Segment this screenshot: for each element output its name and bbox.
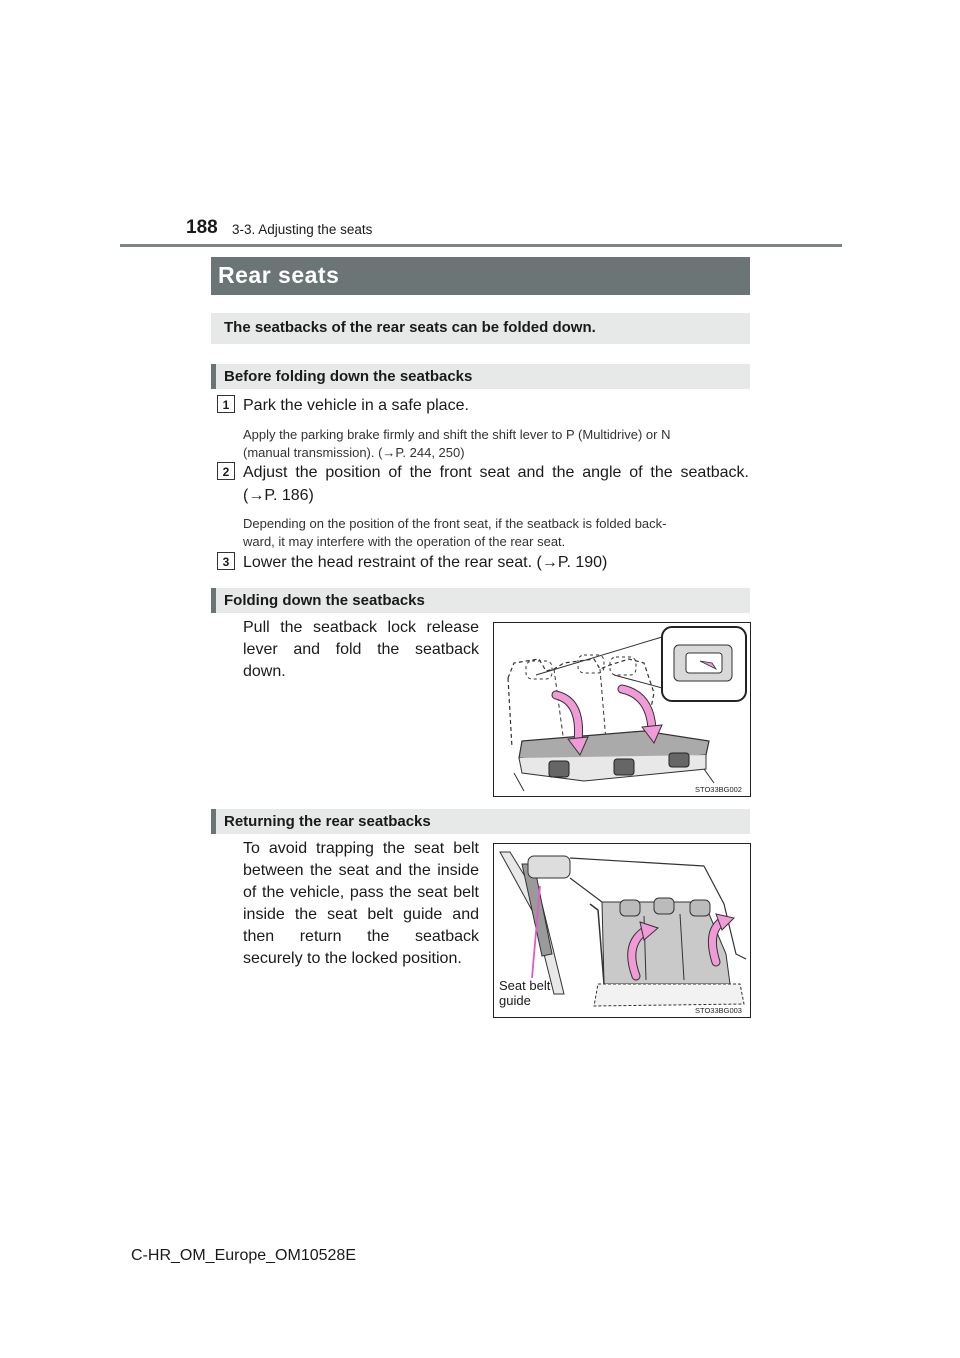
- heading-bar: [211, 588, 216, 613]
- step-2-note-line1: Depending on the position of the front seat, if the seatback is folded back-: [243, 516, 667, 531]
- step-1-text: Park the vehicle in a safe place.: [243, 397, 469, 414]
- returning-heading: [211, 809, 750, 834]
- callout-line2: guide: [499, 993, 531, 1008]
- callout-line1: Seat belt: [499, 978, 551, 993]
- folding-heading-text: Folding down the seatbacks: [224, 592, 425, 609]
- seat-belt-guide-callout: [499, 978, 550, 1008]
- page-title: Rear seats: [218, 262, 340, 288]
- header-rule: [120, 244, 842, 247]
- step-2-text-line2: (→P. 186): [243, 487, 314, 504]
- heading-bar: [211, 809, 216, 834]
- step-2-text-line1: Adjust the position of the front seat and the angle of the seatback.: [243, 464, 749, 481]
- return-seatback-figure: [493, 843, 751, 1018]
- fold-seatback-illustration: [494, 623, 750, 796]
- folding-text: Pull the seatback lock release lever and fold the seatback down.: [243, 619, 479, 680]
- intro-text: The seatbacks of the rear seats can be folded down.: [224, 319, 596, 336]
- step-2-note: [243, 515, 749, 551]
- figure-code: STO33BG002: [695, 785, 742, 794]
- step-2-note-line2: ward, it may interfere with the operation of the rear seat.: [243, 534, 566, 549]
- step-number-2: 2: [217, 462, 235, 480]
- step-number-3: 3: [217, 552, 235, 570]
- section-label: 3-3. Adjusting the seats: [232, 222, 373, 237]
- heading-bar: [211, 364, 216, 389]
- folding-heading: [211, 588, 750, 613]
- returning-heading-text: Returning the rear seatbacks: [224, 813, 431, 830]
- step-1-note: [243, 426, 749, 462]
- step-number-1: 1: [217, 395, 235, 413]
- returning-text: To avoid trapping the seat belt between the seat and the inside of the vehicle, pass the seat belt inside the seat belt guide and then return the seatback securely to the locked position.: [243, 840, 479, 967]
- figure-code: STO33BG003: [695, 1006, 742, 1015]
- before-folding-heading-text: Before folding down the seatbacks: [224, 368, 473, 385]
- step-3-text: Lower the head restraint of the rear seat. (→P. 190): [243, 554, 608, 571]
- page-number: 188: [186, 217, 218, 238]
- fold-seatback-figure: [493, 622, 751, 797]
- footer-document-id: C-HR_OM_Europe_OM10528E: [131, 1247, 356, 1264]
- step-1-note-line1: Apply the parking brake firmly and shift the shift lever to P (Multidrive) or N: [243, 427, 671, 442]
- before-folding-heading: [211, 364, 750, 389]
- step-1-note-line2: (manual transmission). (→P. 244, 250): [243, 445, 465, 460]
